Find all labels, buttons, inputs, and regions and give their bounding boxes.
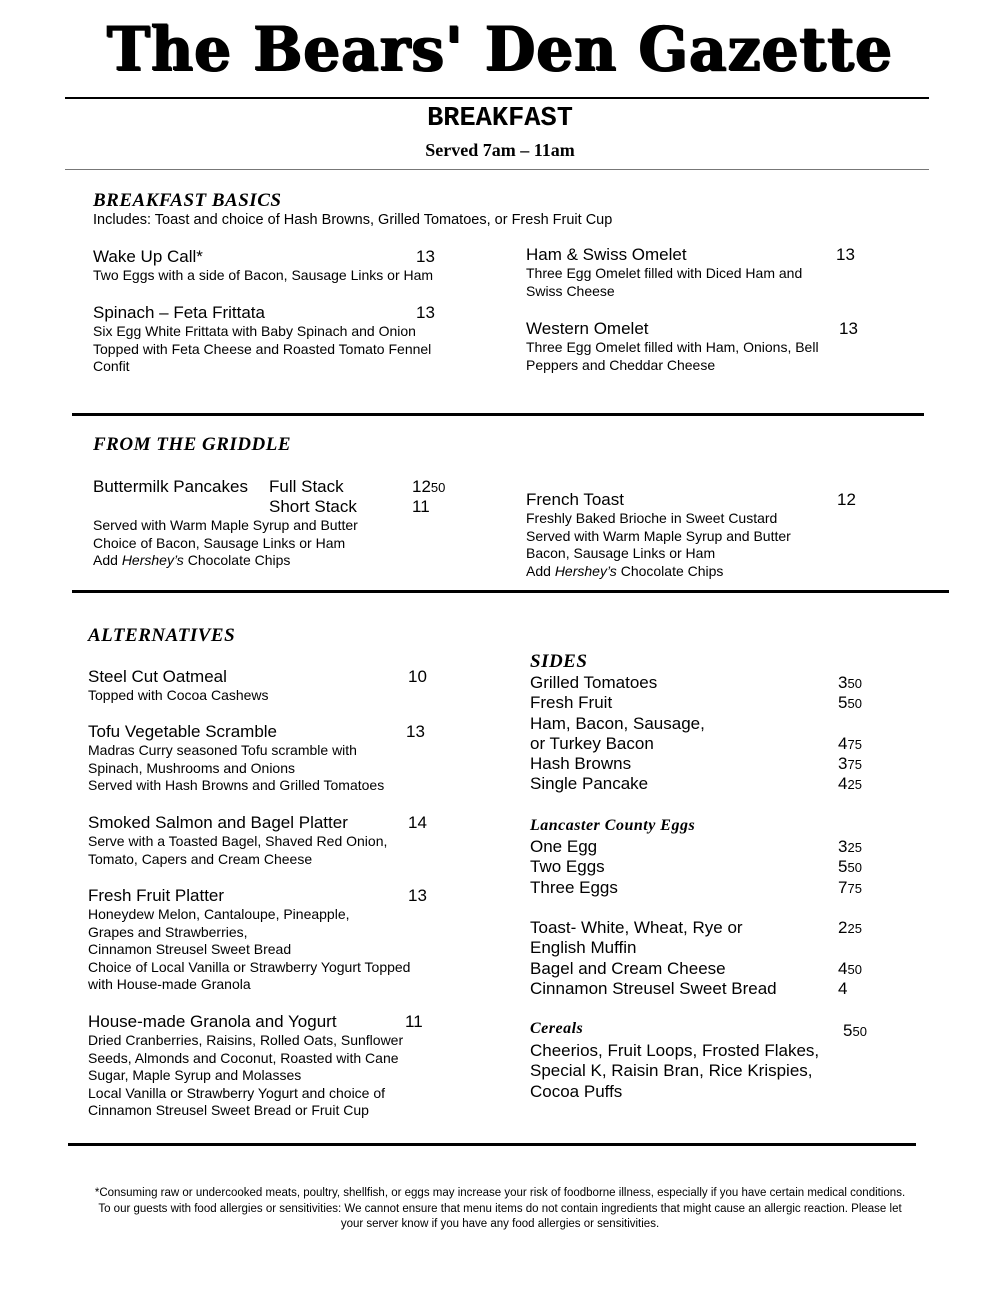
cereal-line: Special K, Raisin Bran, Rice Krispies, [530,1061,813,1081]
desc-line: Topped with Cocoa Cashews [88,687,269,703]
price-cents: 75 [847,880,862,896]
section-divider [72,590,949,593]
side-price [838,693,862,714]
item-desc-wake-up-call: Two Eggs with a side of Bacon, Sausage Links or Ham [93,267,434,283]
price-dollars: 4 [838,774,848,794]
desc-line: Peppers and Cheddar Cheese [526,356,716,373]
item-price-spinach-frittata: 13 [416,303,435,322]
price-cents: 50 [847,860,862,876]
price-cents: 75 [847,736,862,752]
price-cents: 50 [847,696,862,712]
bread-list [530,918,870,999]
price-dollars: 3 [838,754,848,774]
egg-price [838,857,862,878]
item-name-steel-cut-oatmeal: Steel Cut Oatmeal [88,667,227,686]
price-cents: 50 [847,676,862,691]
bread-item [530,959,870,979]
desc-line: Serve with a Toasted Bagel, Shaved Red Onion, [88,833,388,849]
egg-price [838,878,862,899]
eggs-list [530,837,870,898]
menu-title: BREAKFAST [427,104,573,134]
price-cents: 50 [852,1024,867,1039]
desc-text: Add [93,552,122,569]
price-dollars: 2 [838,918,848,937]
price-dollars: 7 [838,877,848,897]
bread-name: Bagel and Cream Cheese [530,958,726,978]
desc-line: Three Egg Omelet filled with Ham, Onions, Bell [526,339,819,355]
item-name-spinach-frittata: Spinach – Feta Frittata [93,303,265,322]
side-name: Grilled Tomatoes [530,673,658,692]
egg-name: Three Eggs [530,877,618,897]
price-cents: 25 [847,777,862,793]
section-heading-sides: SIDES [530,651,588,672]
desc-line: Madras Curry seasoned Tofu scramble with [88,742,357,758]
desc-line: Local Vanilla or Strawberry Yogurt and choice of [88,1084,386,1101]
side-item [530,754,870,774]
desc-text: Add [526,562,555,579]
price-cents: 75 [847,757,862,773]
bread-price [838,959,862,980]
section-divider [68,1143,916,1146]
side-item [530,673,870,693]
header-rule-top [65,97,929,99]
desc-line: Six Egg White Frittata with Baby Spinach and Onion [93,323,416,339]
item-price-french-toast: 12 [837,490,856,509]
price-dollars: 5 [838,693,848,713]
item-name-french-toast: French Toast [526,490,624,509]
header-rule-bottom [65,169,929,170]
item-desc-western-omelet [526,339,819,374]
item-price-steel-cut-oatmeal: 10 [408,667,427,686]
eggs-heading: Lancaster County Eggs [530,817,696,834]
side-name: Fresh Fruit [530,693,613,713]
price-dollars: 4 [838,978,848,998]
side-price [838,734,862,755]
cereal-line: Cocoa Puffs [530,1081,623,1101]
bread-price [838,918,862,939]
item-name-granola-yogurt: House-made Granola and Yogurt [88,1012,337,1031]
desc-line: Served with Warm Maple Syrup and Butter [526,527,791,544]
price-cents: 50 [430,480,446,495]
item-name-tofu-scramble: Tofu Vegetable Scramble [88,722,278,741]
desc-line: Bacon, Sausage Links or Ham [526,545,716,562]
sides-list [530,673,870,795]
side-name: Single Pancake [530,774,649,794]
side-item [530,734,870,754]
item-name-buttermilk-pancakes: Buttermilk Pancakes [93,477,248,496]
brand-text: Hershey’s [554,562,617,579]
bread-item [530,979,870,999]
price-dollars: 4 [838,958,848,978]
desc-line: Cinnamon Streusel Sweet Bread or Fruit Cup [88,1102,369,1119]
item-desc-granola-yogurt [88,1032,403,1120]
egg-name: Two Eggs [530,857,605,877]
desc-line: with House-made Granola [88,976,251,993]
bread-name: Cinnamon Streusel Sweet Bread [530,978,777,998]
desc-line: Served with Warm Maple Syrup and Butter [93,517,358,533]
bread-name: Toast- White, Wheat, Rye or [530,918,743,937]
basics-includes: Includes: Toast and choice of Hash Browns, Grilled Tomatoes, or Fresh Fruit Cup [93,212,613,228]
item-price-ham-swiss-omelet: 13 [836,245,855,264]
price-dollars: 5 [838,857,848,877]
desc-line: Choice of Bacon, Sausage Links or Ham [93,534,346,551]
pancakes-full-stack-label: Full Stack [269,477,344,496]
desc-line: Seeds, Almonds and Coconut, Roasted with Cane [88,1049,399,1066]
cereals-list [530,1041,819,1102]
section-heading-alternatives: ALTERNATIVES [88,625,236,646]
price-dollars: 3 [838,673,848,692]
desc-line: Topped with Feta Cheese and Roasted Tomato Fennel [93,340,432,357]
side-item [530,714,870,734]
item-desc-spinach-frittata [93,323,431,376]
item-desc-fresh-fruit-platter [88,906,410,994]
egg-price [838,837,862,858]
desc-line: Swiss Cheese [526,282,615,299]
bread-price [838,979,847,999]
desc-line [93,552,358,570]
disclaimer-line: To our guests with food allergies or sensitivities: We cannot ensure that menu items do not contain ingredients that might cause an allergic reaction. Please let [98,1202,902,1215]
masthead-logo: The Bears' Den Gazette [106,13,894,85]
pancakes-short-stack-label: Short Stack [269,497,357,516]
price-dollars: 12 [412,477,431,496]
section-divider [72,413,924,416]
desc-line: Dried Cranberries, Raisins, Rolled Oats, Sunflower [88,1032,404,1048]
price-cents: 50 [847,961,862,977]
bread-item [530,918,870,938]
desc-line: Confit [93,358,130,375]
egg-name: One Egg [530,837,598,856]
item-desc-ham-swiss-omelet [526,265,802,300]
egg-item [530,837,870,857]
price-cents: 25 [847,840,862,855]
price-dollars: 5 [843,1021,853,1040]
desc-line: Tomato, Capers and Cream Cheese [88,850,313,867]
section-heading-basics: BREAKFAST BASICS [93,190,282,211]
egg-item [530,878,870,898]
bread-item [530,938,870,958]
desc-line: Freshly Baked Brioche in Sweet Custard [526,510,778,526]
cereal-line: Cheerios, Fruit Loops, Frosted Flakes, [530,1041,820,1060]
item-price-smoked-salmon: 14 [408,813,427,832]
item-desc-smoked-salmon [88,833,387,868]
desc-line [526,563,791,581]
bread-name: English Muffin [530,938,637,958]
disclaimer-line: *Consuming raw or undercooked meats, poultry, shellfish, or eggs may increase your risk of foodborne illness, especially if you have certain medical conditions. [94,1187,906,1199]
disclaimer-line: your server know if you have any food allergies or sensitivities. [340,1218,660,1231]
pancakes-short-stack-price: 11 [412,497,430,516]
item-name-wake-up-call: Wake Up Call* [93,247,203,266]
side-name: Hash Browns [530,754,632,774]
item-price-granola-yogurt: 11 [405,1012,423,1031]
desc-line: Cinnamon Streusel Sweet Bread [88,941,292,958]
desc-text: Chocolate Chips [616,562,724,579]
allergy-disclaimer [40,1186,960,1233]
side-price [838,754,862,775]
item-price-tofu-scramble: 13 [406,722,425,741]
brand-text: Hershey’s [121,552,184,569]
price-dollars: 3 [838,837,848,856]
desc-line: Honeydew Melon, Cantaloupe, Pineapple, [88,906,350,922]
side-item [530,693,870,713]
item-desc-french-toast [526,510,791,580]
desc-line: Grapes and Strawberries, [88,923,248,940]
item-desc-buttermilk-pancakes [93,517,358,570]
desc-line: Sugar, Maple Syrup and Molasses [88,1067,302,1084]
price-cents: 25 [847,921,862,936]
item-name-fresh-fruit-platter: Fresh Fruit Platter [88,886,225,905]
side-item [530,774,870,794]
item-name-western-omelet: Western Omelet [526,319,649,338]
desc-line: Three Egg Omelet filled with Diced Ham and [526,265,803,281]
item-price-wake-up-call: 13 [416,247,435,266]
cereals-heading: Cereals [530,1020,584,1037]
egg-item [530,857,870,877]
desc-line: Spinach, Mushrooms and Onions [88,759,295,776]
side-name: or Turkey Bacon [530,733,654,753]
item-desc-tofu-scramble [88,742,384,795]
price-dollars: 4 [838,733,848,753]
item-name-smoked-salmon: Smoked Salmon and Bagel Platter [88,813,348,832]
desc-text: Chocolate Chips [183,552,291,569]
side-price [838,673,862,694]
served-hours: Served 7am – 11am [425,140,575,160]
pancakes-full-stack-price [412,477,445,497]
side-name: Ham, Bacon, Sausage, [530,713,705,733]
desc-line: Choice of Local Vanilla or Strawberry Yogurt Topped [88,958,411,975]
side-price [838,774,862,795]
item-name-ham-swiss-omelet: Ham & Swiss Omelet [526,245,687,264]
desc-line: Served with Hash Browns and Grilled Tomatoes [88,777,385,794]
item-price-western-omelet: 13 [839,319,858,338]
section-heading-griddle: FROM THE GRIDDLE [93,434,292,455]
cereals-price [843,1021,867,1041]
item-price-fresh-fruit-platter: 13 [408,886,427,905]
item-desc-steel-cut-oatmeal [88,687,269,705]
